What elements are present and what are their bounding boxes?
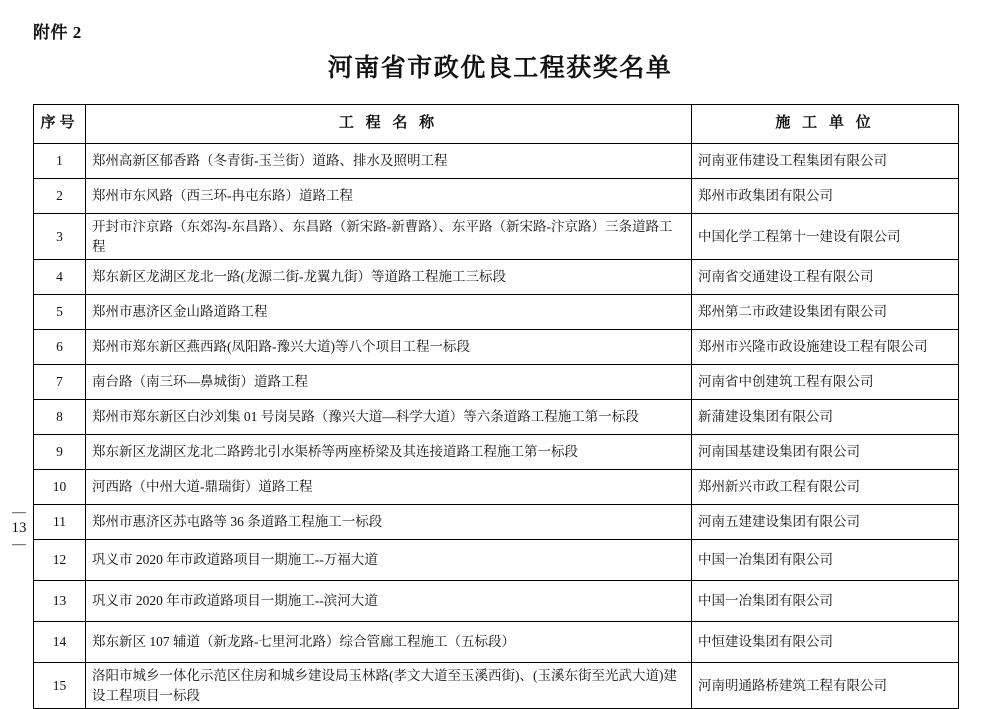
cell-construction-unit: 中国化学工程第十一建设有限公司 — [692, 214, 959, 260]
award-table — [33, 104, 959, 709]
cell-project-name: 郑州高新区郁香路（冬青街-玉兰街）道路、排水及照明工程 — [86, 144, 692, 179]
cell-no: 15 — [34, 663, 86, 709]
cell-project-name: 郑州市惠济区苏屯路等 36 条道路工程施工一标段 — [86, 505, 692, 540]
cell-project-name: 郑州市郑东新区白沙刘集 01 号岗吴路（豫兴大道—科学大道）等六条道路工程施工第一标段 — [86, 400, 692, 435]
cell-project-name: 郑州市东风路（西三环-冉屯东路）道路工程 — [86, 179, 692, 214]
cell-no: 7 — [34, 365, 86, 400]
cell-no: 12 — [34, 540, 86, 581]
cell-no: 6 — [34, 330, 86, 365]
cell-no: 8 — [34, 400, 86, 435]
cell-construction-unit: 河南省交通建设工程有限公司 — [692, 260, 959, 295]
cell-construction-unit: 郑州新兴市政工程有限公司 — [692, 470, 959, 505]
table-row — [34, 214, 959, 260]
cell-project-name: 河西路（中州大道-鼎瑞街）道路工程 — [86, 470, 692, 505]
table-row — [34, 179, 959, 214]
table-row — [34, 505, 959, 540]
cell-construction-unit: 河南亚伟建设工程集团有限公司 — [692, 144, 959, 179]
table-row — [34, 365, 959, 400]
table-body — [34, 144, 959, 709]
column-header-project-name: 工 程 名 称 — [86, 105, 692, 144]
cell-construction-unit: 新蒲建设集团有限公司 — [692, 400, 959, 435]
cell-construction-unit: 河南五建建设集团有限公司 — [692, 505, 959, 540]
page-title: 河南省市政优良工程获奖名单 — [327, 55, 673, 82]
cell-project-name: 郑东新区龙湖区龙北二路跨北引水渠桥等两座桥梁及其连接道路工程施工第一标段 — [86, 435, 692, 470]
table-row — [34, 330, 959, 365]
page-number-top-dash: — — [12, 505, 26, 520]
cell-project-name: 巩义市 2020 年市政道路项目一期施工--万福大道 — [86, 540, 692, 581]
cell-construction-unit: 河南国基建设集团有限公司 — [692, 435, 959, 470]
cell-no: 13 — [34, 581, 86, 622]
table-header — [34, 105, 959, 144]
page-number-bottom-dash: — — [12, 536, 26, 552]
attachment-label: 附件 2 — [33, 23, 82, 42]
cell-project-name: 巩义市 2020 年市政道路项目一期施工--滨河大道 — [86, 581, 692, 622]
column-header-construction-unit: 施 工 单 位 — [692, 105, 959, 144]
cell-project-name: 洛阳市城乡一体化示范区住房和城乡建设局玉林路(孝文大道至玉溪西街)、(玉溪东街至光武大道)建设工程项目一标段 — [86, 663, 692, 709]
cell-construction-unit: 中国一冶集团有限公司 — [692, 540, 959, 581]
table-row — [34, 295, 959, 330]
cell-construction-unit: 郑州市兴隆市政设施建设工程有限公司 — [692, 330, 959, 365]
cell-project-name: 南台路（南三环—鼻城街）道路工程 — [86, 365, 692, 400]
table-row — [34, 622, 959, 663]
cell-no: 10 — [34, 470, 86, 505]
cell-no: 1 — [34, 144, 86, 179]
cell-no: 14 — [34, 622, 86, 663]
cell-construction-unit: 河南省中创建筑工程有限公司 — [692, 365, 959, 400]
table-row — [34, 540, 959, 581]
cell-construction-unit: 郑州第二市政建设集团有限公司 — [692, 295, 959, 330]
cell-construction-unit: 河南明通路桥建筑工程有限公司 — [692, 663, 959, 709]
cell-no: 3 — [34, 214, 86, 260]
cell-no: 4 — [34, 260, 86, 295]
page-number-value: 13 — [11, 520, 27, 537]
table-row — [34, 144, 959, 179]
cell-project-name: 郑州市惠济区金山路道路工程 — [86, 295, 692, 330]
cell-construction-unit: 郑州市政集团有限公司 — [692, 179, 959, 214]
cell-construction-unit: 中国一冶集团有限公司 — [692, 581, 959, 622]
cell-no: 9 — [34, 435, 86, 470]
page-number — [8, 505, 30, 552]
cell-project-name: 开封市汴京路（东郊沟-东昌路）、东昌路（新宋路-新曹路）、东平路（新宋路-汴京路）三条道路工程 — [86, 214, 692, 260]
award-table-container — [33, 104, 958, 709]
cell-no: 5 — [34, 295, 86, 330]
table-row — [34, 470, 959, 505]
table-row — [34, 663, 959, 709]
table-row — [34, 435, 959, 470]
cell-project-name: 郑东新区 107 辅道（新龙路-七里河北路）综合管廊工程施工（五标段） — [86, 622, 692, 663]
cell-no: 11 — [34, 505, 86, 540]
table-header-row — [34, 105, 959, 144]
cell-no: 2 — [34, 179, 86, 214]
cell-construction-unit: 中恒建设集团有限公司 — [692, 622, 959, 663]
cell-project-name: 郑州市郑东新区燕西路(凤阳路-豫兴大道)等八个项目工程一标段 — [86, 330, 692, 365]
column-header-no: 序号 — [34, 105, 86, 144]
cell-project-name: 郑东新区龙湖区龙北一路(龙源二街-龙翼九街）等道路工程施工三标段 — [86, 260, 692, 295]
table-row — [34, 400, 959, 435]
table-row — [34, 260, 959, 295]
table-row — [34, 581, 959, 622]
